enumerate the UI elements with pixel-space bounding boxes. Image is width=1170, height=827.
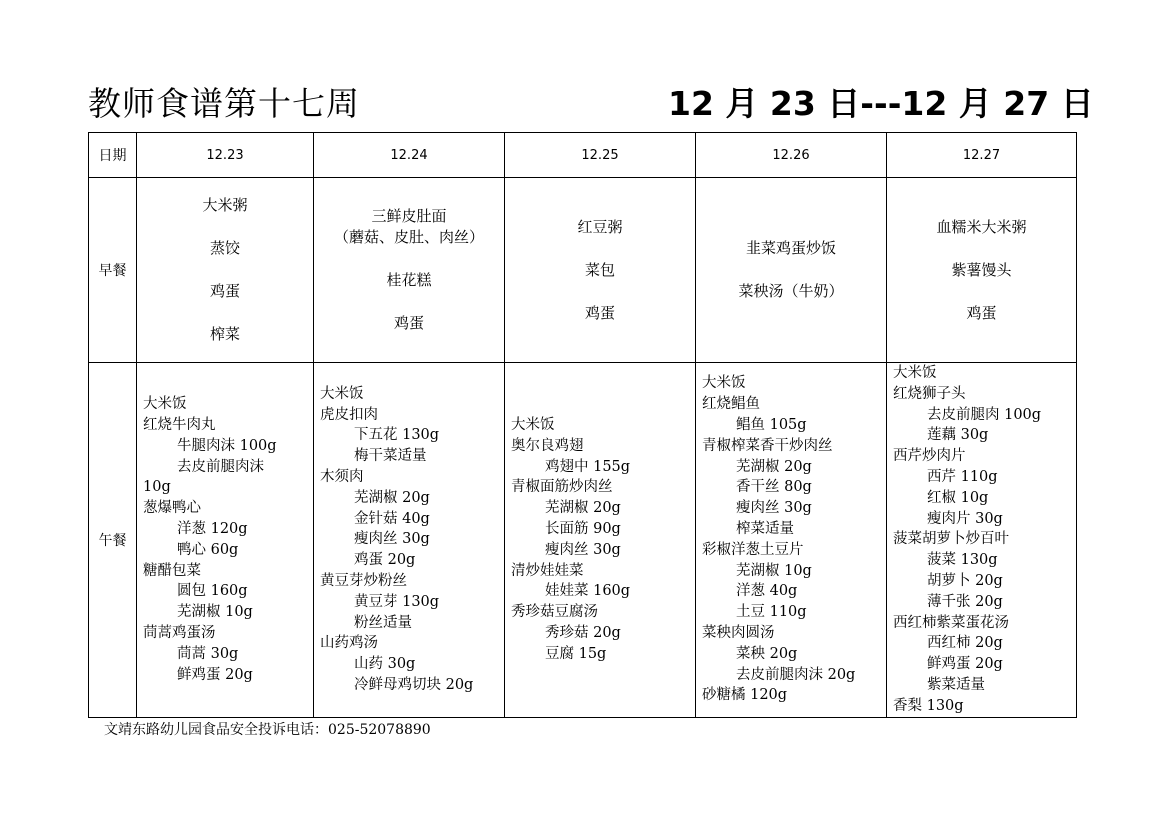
dish-line: 大米饭 [511,416,555,433]
lunch-cell [314,363,505,718]
date-label: 日期 [89,133,137,178]
breakfast-cell [137,178,314,363]
ingredient-line: 圆包 160g [177,583,248,600]
dish-line: 茼蒿鸡蛋汤 [143,624,216,641]
date-cell: 12.26 [696,133,887,178]
ingredient-line: 芜湖椒 20g [545,500,621,517]
breakfast-item: 红豆粥 [577,217,623,236]
breakfast-item: 韭菜鸡蛋炒饭 [745,239,836,257]
ingredient-line: 去皮前腿肉沫 20g [736,666,856,683]
dish-line: 大米饭 [143,396,187,413]
ingredient-line: 芜湖椒 20g [354,489,430,506]
dish-line: 红烧狮子头 [893,385,966,402]
breakfast-item: 菜秧汤（牛奶） [738,282,844,300]
ingredient-line: 豆腐 15g [545,645,607,662]
breakfast-item: 血糯米大米粥 [936,217,1027,236]
breakfast-item: 大米粥 [202,196,248,214]
ingredient-line: 瘦肉丝 30g [354,531,430,548]
ingredient-line: 洋葱 120g [177,520,248,537]
dish-line: 木须肉 [320,468,364,485]
ingredient-line: 鸡蛋 20g [354,552,416,569]
dish-line: 山药鸡汤 [320,635,378,652]
ingredient-line: 鲳鱼 105g [736,416,807,433]
dish-line: 香梨 130g [893,697,964,714]
breakfast-item: 榨菜 [209,325,240,343]
ingredient-line: 菠菜 130g [927,552,998,569]
ingredient-line: 薄千张 20g [927,593,1003,610]
ingredient-line: 芜湖椒 10g [736,562,812,579]
breakfast-cell [696,178,887,363]
ingredient-line: 下五花 130g [354,427,440,444]
dish-line: 菜秧肉圆汤 [702,624,775,641]
dish-line: 葱爆鸭心 [143,500,201,517]
dish-line: 大米饭 [320,385,364,402]
dish-line: 黄豆芽炒粉丝 [320,572,407,589]
ingredient-line: 芜湖椒 20g [736,458,812,475]
ingredient-line: 胡萝卜 20g [927,572,1003,589]
ingredient-line: 金针菇 40g [354,510,430,527]
ingredient-line: 去皮前腿肉沫 [177,458,264,475]
ingredient-line: 茼蒿 30g [177,645,239,662]
ingredient-line: 去皮前腿肉 100g [927,406,1042,423]
breakfast-row [89,178,1077,363]
breakfast-item: 鸡蛋 [393,314,424,332]
ingredient-line: 鸭心 60g [177,541,239,558]
breakfast-item: 鸡蛋 [209,282,240,300]
ingredient-line: 洋葱 40g [736,583,798,600]
breakfast-item: 菜包 [584,260,615,279]
ingredient-line: 黄豆芽 130g [354,593,440,610]
breakfast-item: 三鲜皮肚面 [371,207,447,225]
ingredient-line: 冷鲜母鸡切块 20g [354,676,474,693]
ingredient-line: 瘦肉丝 30g [736,500,812,517]
ingredient-line: 莲藕 30g [927,427,989,444]
lunch-cell [887,363,1077,718]
ingredient-line: 秀珍菇 20g [545,624,621,641]
breakfast-item: （蘑菇、皮肚、肉丝） [333,228,484,246]
ingredient-line: 紫菜适量 [927,676,985,693]
dish-line: 秀珍菇豆腐汤 [511,604,598,621]
ingredient-line: 鲜鸡蛋 20g [177,666,253,683]
breakfast-item: 鸡蛋 [584,303,615,322]
ingredient-line: 瘦肉丝 30g [545,541,621,558]
lunch-cell [696,363,887,718]
ingredient-line: 长面筋 90g [545,520,621,537]
breakfast-item: 桂花糕 [386,271,432,289]
ingredient-line: 芜湖椒 10g [177,604,253,621]
dish-line: 青椒榨菜香干炒肉丝 [702,437,833,454]
ingredient-line: 香干丝 80g [736,479,812,496]
ingredient-line: 榨菜适量 [736,520,794,537]
lunch-label: 午餐 [89,363,137,718]
dish-line: 西红柿紫菜蛋花汤 [893,614,1009,631]
ingredient-line: 娃娃菜 160g [545,583,631,600]
date-cell: 12.27 [887,133,1077,178]
dish-line: 菠菜胡萝卜炒百叶 [893,531,1009,548]
dish-line: 大米饭 [702,375,746,392]
ingredient-line: 西芹 110g [927,468,998,485]
breakfast-item: 蒸饺 [209,239,240,257]
breakfast-label: 早餐 [89,178,137,363]
ingredient-line: 红椒 10g [927,489,989,506]
dish-line: 虎皮扣肉 [320,406,378,423]
ingredient-line: 瘦肉片 30g [927,510,1003,527]
lunch-row [89,363,1077,718]
ingredient-line: 西红柿 20g [927,635,1003,652]
ingredient-line: 土豆 110g [736,604,807,621]
breakfast-cell [314,178,505,363]
date-cell: 12.25 [505,133,696,178]
dish-line: 糖醋包菜 [143,562,201,579]
ingredient-line: 鸡翅中 155g [545,458,631,475]
lunch-cell [505,363,696,718]
dish-line: 奥尔良鸡翅 [511,437,584,454]
dish-line: 红烧牛肉丸 [143,416,216,433]
dish-line: 清炒娃娃菜 [511,562,584,579]
dish-line: 10g [143,479,171,496]
date-cell: 12.24 [314,133,505,178]
breakfast-cell [887,178,1077,363]
breakfast-item: 紫薯馒头 [951,260,1012,279]
ingredient-line: 梅干菜适量 [354,448,427,465]
date-cell: 12.23 [137,133,314,178]
lunch-cell [137,363,314,718]
ingredient-line: 鲜鸡蛋 20g [927,656,1003,673]
dish-line: 青椒面筋炒肉丝 [511,479,613,496]
dish-line: 彩椒洋葱土豆片 [702,541,804,558]
ingredient-line: 山药 30g [354,656,416,673]
complaint-hotline: 文靖东路幼儿园食品安全投诉电话：025-52078890 [104,722,431,738]
date-range: 12 月 23 日---12 月 27 日 [668,84,1094,123]
ingredient-line: 粉丝适量 [354,614,412,631]
ingredient-line: 菜秧 20g [736,645,798,662]
ingredient-line: 牛腿肉沫 100g [177,437,277,454]
dish-line: 红烧鲳鱼 [702,396,760,413]
breakfast-cell [505,178,696,363]
breakfast-item: 鸡蛋 [966,303,997,322]
dish-line: 砂糖橘 120g [702,687,788,704]
dish-line: 大米饭 [893,365,937,381]
date-row [89,133,1077,178]
page-title: 教师食谱第十七周 [88,84,360,123]
dish-line: 西芹炒肉片 [893,448,966,465]
menu-table [88,132,1077,718]
